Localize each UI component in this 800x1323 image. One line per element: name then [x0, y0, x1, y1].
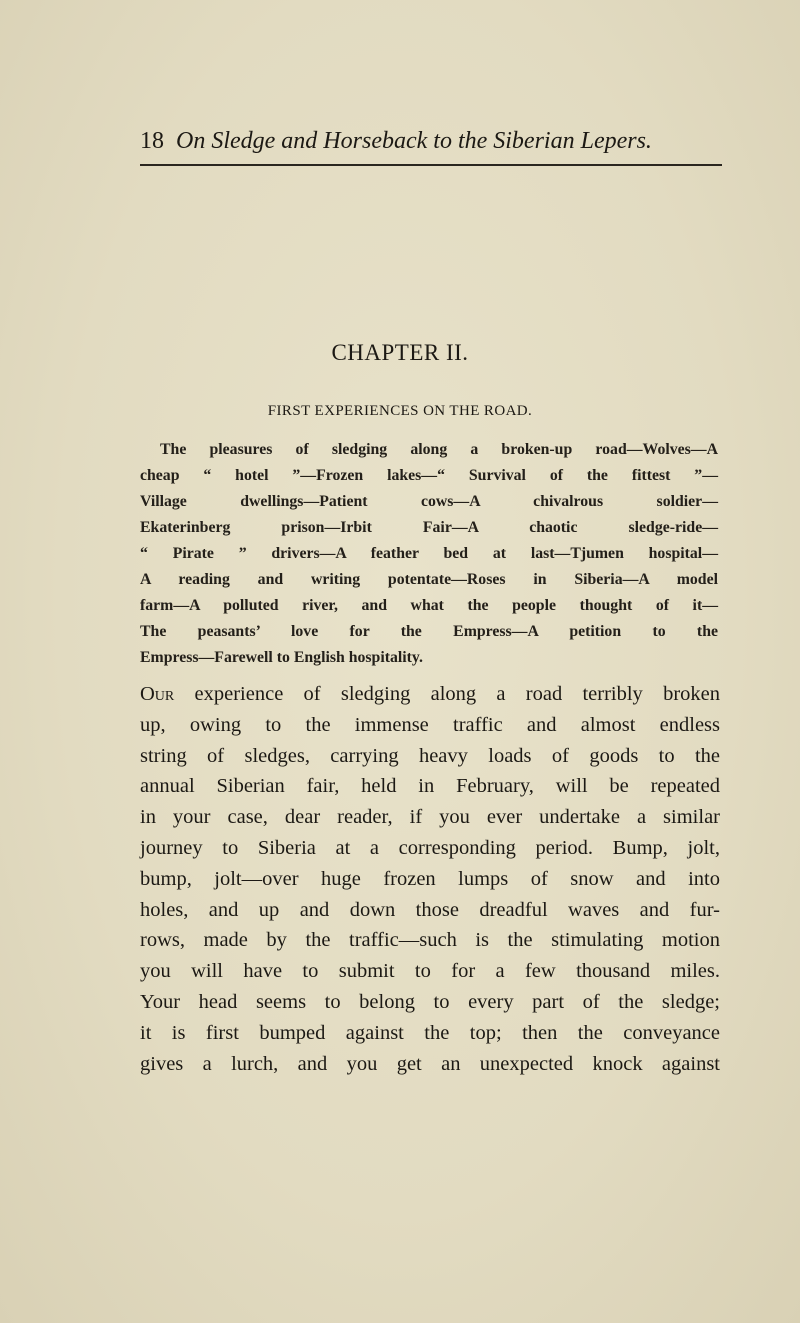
page-number: 18 — [140, 128, 164, 154]
synopsis-line: Village dwellings—Patient cows—A chivalrous soldier— — [140, 493, 718, 510]
body-line: holes, and up and down those dreadful waves and fur- — [140, 898, 720, 921]
synopsis-line: farm—A polluted river, and what the people thought of it— — [140, 597, 718, 614]
synopsis-line: Empress—Farewell to English hospitality. — [140, 649, 423, 666]
synopsis-line: The pleasures of sledging along a broken-up road—Wolves—A — [160, 441, 718, 458]
body-line: rows, made by the traffic—such is the stimulating motion — [140, 929, 720, 952]
body-line: string of sledges, carrying heavy loads of goods to the — [140, 744, 720, 767]
chapter-title: CHAPTER II. — [331, 340, 469, 365]
synopsis-line: cheap “ hotel ”—Frozen lakes—“ Survival of the fittest ”— — [140, 467, 718, 484]
body-paragraph — [140, 679, 720, 1079]
body-line: in your case, dear reader, if you ever undertake a similar — [140, 806, 720, 829]
body-line: annual Siberian fair, held in February, will be repeated — [140, 775, 720, 798]
chapter-subtitle: FIRST EXPERIENCES ON THE ROAD. — [267, 403, 533, 419]
body-line: Your head seems to belong to every part of the sledge; — [140, 990, 720, 1013]
body-line: you will have to submit to for a few thousand miles. — [140, 960, 720, 983]
body-line-first — [140, 679, 720, 710]
header-rule — [140, 164, 722, 166]
running-head — [140, 128, 720, 160]
synopsis-line: A reading and writing potentate—Roses in Siberia—A model — [140, 571, 718, 588]
running-title: On Sledge and Horseback to the Siberian Lepers. — [176, 128, 652, 154]
chapter-synopsis — [140, 437, 718, 671]
synopsis-line: “ Pirate ” drivers—A feather bed at last—Tjumen hospital— — [140, 545, 718, 562]
body-line: journey to Siberia at a corresponding period. Bump, jolt, — [140, 836, 720, 859]
opening-word: Our — [140, 683, 175, 705]
body-line: bump, jolt—over huge frozen lumps of snow and into — [140, 867, 720, 890]
first-line-text: experience of sledging along a road terribly broken — [174, 683, 720, 705]
body-line: it is first bumped against the top; then the conveyance — [140, 1021, 720, 1044]
synopsis-line: The peasants’ love for the Empress—A petition to the — [140, 623, 718, 640]
synopsis-line: Ekaterinberg prison—Irbit Fair—A chaotic sledge-ride— — [140, 519, 718, 536]
body-line: gives a lurch, and you get an unexpected knock against — [140, 1052, 720, 1075]
body-line: up, owing to the immense traffic and almost endless — [140, 713, 720, 736]
